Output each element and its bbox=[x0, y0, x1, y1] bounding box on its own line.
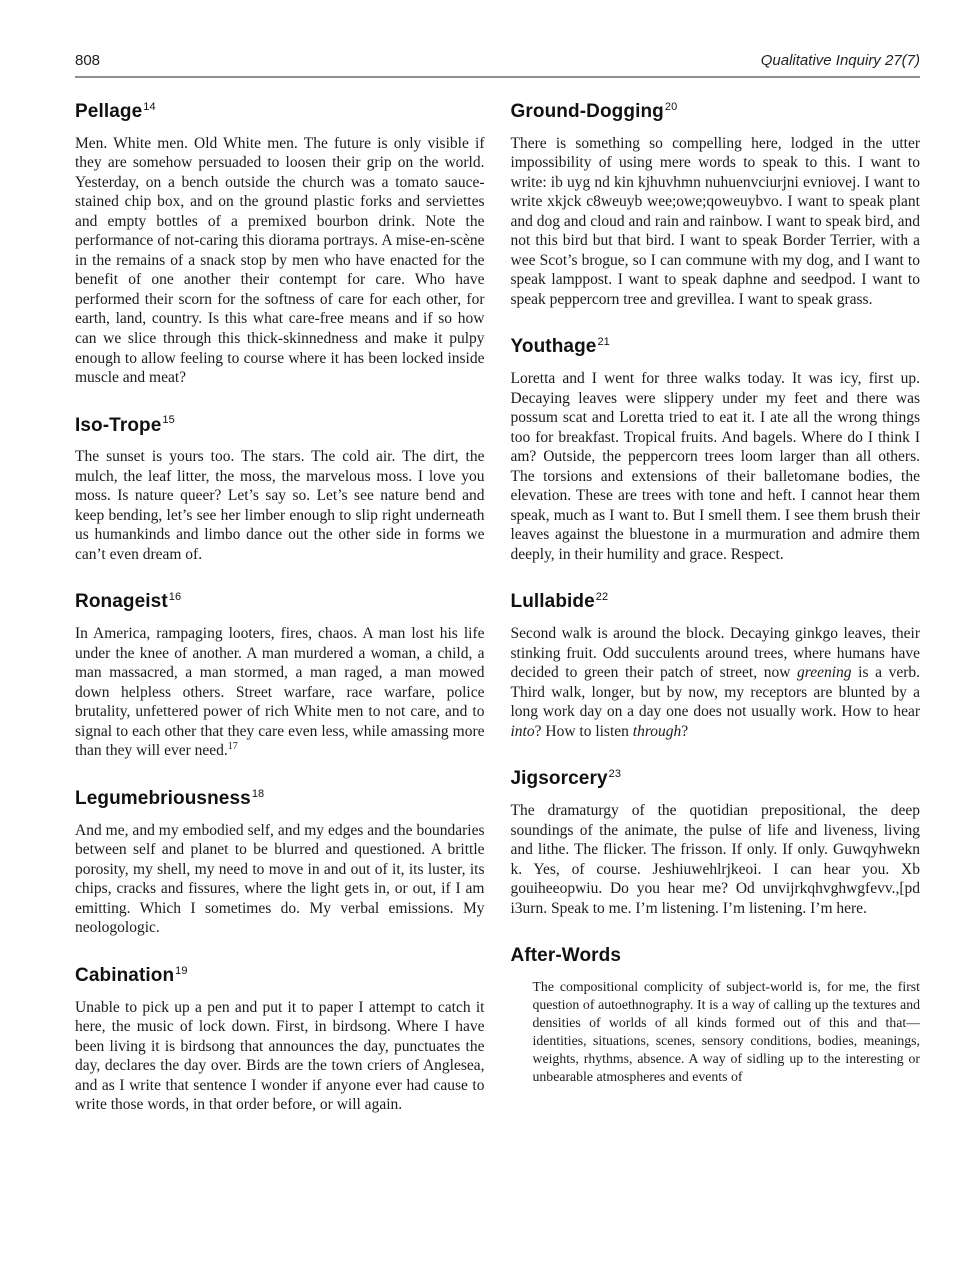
left-column bbox=[75, 82, 485, 1125]
heading-footnote-ref: 22 bbox=[595, 591, 609, 604]
text-run: And me, and my embodied self, and my edges and the boundaries between self and planet to be blurred and questioned. A brittle porosity, my shell, my need to move in and out of it, its luster, its chips, cracks and fissures, where the light gets in, or out, if I am emitting. Which I sometimes do. My verbal emissions. My neologologic. bbox=[75, 821, 485, 937]
heading-footnote-ref: 23 bbox=[608, 768, 622, 781]
italic-run: greening bbox=[797, 664, 852, 682]
italic-run: through bbox=[632, 722, 682, 740]
text-run: ? bbox=[681, 722, 689, 740]
text-run: is a verb. Third walk, longer, but by now, my receptors are blunted by a long work day on a day one does not usually work. How to hear bbox=[510, 664, 920, 721]
two-column-body bbox=[75, 82, 920, 1125]
paragraph bbox=[511, 134, 921, 310]
heading-footnote-ref: 15 bbox=[162, 414, 175, 427]
paragraph bbox=[533, 978, 921, 1086]
section-cabination bbox=[75, 965, 485, 1115]
running-head bbox=[75, 52, 920, 78]
italic-run: into bbox=[510, 722, 535, 740]
text-run: The compositional complicity of subject-world is, for me, the first question of autoethnography. It is a way of calling up the textures and densities of worlds of all kinds formed out of this and that—identities, situations, scenes, sensory conditions, bodies, meanings, weights, rhythms, absence. A way of sidling up to the interesting or unbearable atmospheres and events of bbox=[532, 979, 920, 1084]
footnote-ref: 17 bbox=[227, 741, 238, 753]
section-title: Lullabide bbox=[510, 591, 595, 613]
section-heading bbox=[75, 965, 485, 987]
section-heading bbox=[75, 788, 485, 810]
text-run: The dramaturgy of the quotidian prepositional, the deep soundings of the animate, the pulse of life and liveness, living and lithe. The flicker. The frisson. If only. If only. Guwqyhwekn k. Yes, of course. Jeshiuwehlrjkeoi. I can hear you. Xb gouiheeopwiu. Do you hear me? Od unvijrkqhvghwgfevv.,[pd i3urn. Speak to me. I’m listening. I’m listening. I’m here. bbox=[510, 802, 920, 917]
section-heading bbox=[511, 945, 921, 967]
heading-footnote-ref: 20 bbox=[664, 100, 678, 113]
page-number: 808 bbox=[75, 52, 101, 69]
section-title: After-Words bbox=[510, 945, 622, 967]
paragraph bbox=[75, 134, 485, 388]
section-title: Pellage bbox=[75, 101, 143, 122]
section-heading bbox=[511, 336, 921, 358]
heading-footnote-ref: 14 bbox=[143, 100, 156, 113]
section-title: Cabination bbox=[75, 964, 175, 986]
text-run: Men. White men. Old White men. The future is only visible if they are somehow persuaded to loosen their grip on the world. Yesterday, on a bench outside the church was a tomato sauce-stained chip box, and on the ground plastic forks and serviettes and empty bottles of a premixed bourbon drink. Note the performance of not-caring this diorama portrays. A mise-en-scène in the remains of a snack stop by men who have enacted for the benefit of one another their contempt for care. Who have performed their scorn for the softness of care for each other, for earth, land, country. Is this what care-free means and if so how can we slice through this thick-skinnedness and make it pulpy enough to allow feeling to course where it has been locked inside muscle and meat? bbox=[75, 134, 485, 387]
section-title: Youthage bbox=[510, 336, 597, 358]
section-heading bbox=[75, 591, 485, 613]
heading-footnote-ref: 18 bbox=[251, 787, 265, 800]
journal-title: Qualitative Inquiry 27(7) bbox=[760, 52, 920, 69]
paragraph bbox=[75, 821, 485, 938]
section-ronageist bbox=[75, 591, 485, 760]
paragraph bbox=[511, 624, 921, 741]
paragraph bbox=[75, 447, 485, 564]
section-iso-trope bbox=[75, 415, 485, 565]
paragraph bbox=[75, 998, 485, 1115]
right-column bbox=[511, 82, 921, 1125]
heading-footnote-ref: 19 bbox=[175, 964, 188, 977]
section-title: Iso-Trope bbox=[75, 414, 162, 436]
text-run: In America, rampaging looters, fires, chaos. A man lost his life under the knee of another. A man murdered a woman, a child, a man massacred, a man stormed, a man raged, a man mowed down helpless others. Street warfare, race warfare, police brutality, unfettered power of rich White men to not care, and to signal to each other that they care even less, while amassing more than they will ever need. bbox=[75, 625, 485, 760]
section-lullabide bbox=[511, 591, 921, 741]
section-after-words bbox=[511, 945, 921, 1085]
heading-footnote-ref: 16 bbox=[168, 591, 182, 604]
heading-footnote-ref: 21 bbox=[597, 336, 610, 349]
section-pellage bbox=[75, 101, 485, 388]
section-title: Ronageist bbox=[75, 591, 168, 613]
text-run: Loretta and I went for three walks today. It was icy, first up. Decaying leaves were slippery under my feet and there was possum scat and Loretta tried to eat it. I ate all the wrong things too for breakfast. Tropical fruits. And bagels. Where do I think I am? Outside, the peppercorn trees loom larger than all others. The torsions and extensions of their balletomane bodies, the elevation. These are trees with tone and heft. I cannot hear them speak, much as I want to. But I smell them. I see them brush their leaves against the bluestone in a murmuration and admire them deeply, in their humility and grace. Respect. bbox=[510, 370, 920, 563]
section-heading bbox=[75, 415, 485, 437]
section-heading bbox=[511, 591, 921, 613]
text-run: There is something so compelling here, lodged in the utter impossibility of using mere words to speak to this. I want to write: ib uyg nd kin kjhuvhmn nuhuenvciurjni evniovej. I want to write xkjck c8weuyb wee;owe;qoweuybvo. I want to speak plant and dog and cloud and rain and rainbow. I want to speak bird, and not this bird but that bird. I want to speak Border Terrier, with a wee Scot’s brogue, so I can commune with my dog, and I want to speak lamppost. I want to speak daphne and seedpod. I want to speak peppercorn tree and grevillea. I want to speak grass. bbox=[510, 134, 920, 308]
text-run: Unable to pick up a pen and put it to paper I attempt to catch it here, the music of lock down. First, in birdsong. Where I have been living it is birdsong that announces the day, punctuates the day, declares the day over. Birds are the town criers of Anglesea, and as I write that sentence I wonder if anyone ever had cause to write those words, in that order before, or will again. bbox=[75, 998, 485, 1114]
section-heading bbox=[511, 101, 921, 123]
text-run: The sunset is yours too. The stars. The cold air. The dirt, the mulch, the leaf litter, the moss, the marvelous moss. I love you moss. Is nature queer? Let’s say so. Let’s see nature bend and keep bending, let’s see her limber enough to slip right underneath us humankinds and limbo dance out the other side in forms we can’t even dream of. bbox=[75, 448, 485, 563]
paragraph bbox=[75, 624, 485, 761]
paragraph bbox=[511, 801, 921, 918]
section-heading bbox=[511, 768, 921, 790]
paragraph bbox=[511, 369, 921, 564]
section-youthage bbox=[511, 336, 921, 564]
section-ground-dogging bbox=[511, 101, 921, 309]
text-run: Second walk is around the block. Decaying ginkgo leaves, their stinking fruit. Odd succulents around trees, where humans have decided to green their patch of street, now bbox=[510, 625, 920, 682]
section-legumebriousness bbox=[75, 788, 485, 938]
section-title: Legumebriousness bbox=[75, 787, 251, 809]
section-heading bbox=[75, 101, 485, 123]
section-jigsorcery bbox=[511, 768, 921, 918]
text-run: ? How to listen bbox=[534, 722, 633, 740]
section-title: Jigsorcery bbox=[510, 768, 608, 790]
section-title: Ground-Dogging bbox=[510, 101, 664, 122]
